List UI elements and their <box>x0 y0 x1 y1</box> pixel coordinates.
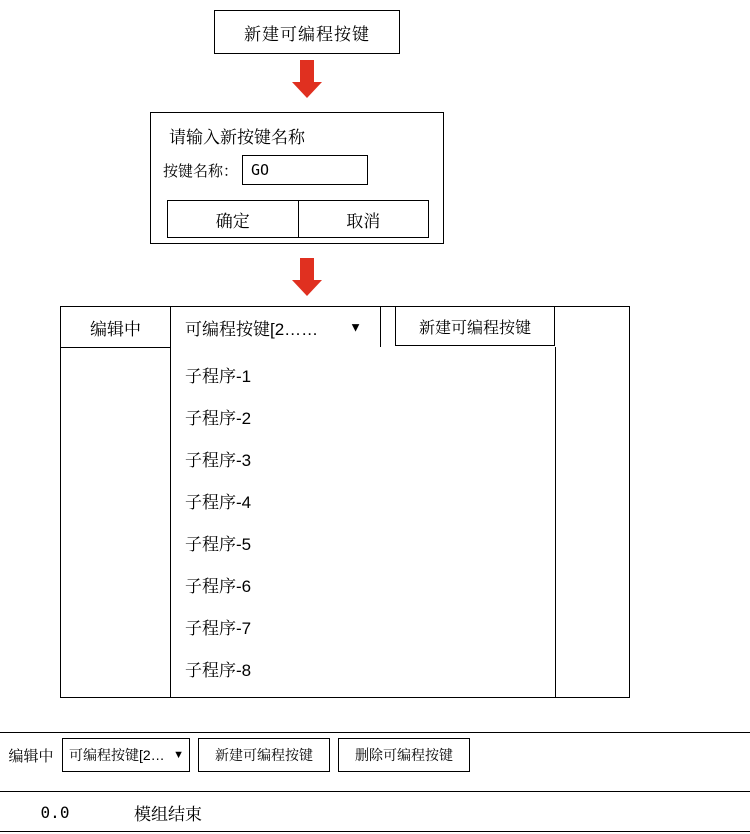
bottom-toolbar <box>0 733 470 777</box>
arrow-head <box>292 82 322 98</box>
flow-arrow-down-1 <box>292 60 322 98</box>
program-line-row[interactable] <box>0 791 750 833</box>
list-item[interactable]: 子程序-8 <box>185 660 252 680</box>
arrow-shaft <box>300 60 314 82</box>
chevron-down-icon: ▼ <box>349 319 362 335</box>
new-programmable-key-title-text: 新建可编程按键 <box>244 24 370 44</box>
program-line-number: 0.0 <box>40 802 70 822</box>
list-item[interactable]: 子程序-2 <box>185 408 252 428</box>
list-item[interactable]: 子程序-1 <box>185 366 252 386</box>
subprogram-list <box>171 347 556 697</box>
key-name-input[interactable]: GO <box>242 155 368 185</box>
confirm-button[interactable]: 确定 <box>168 201 299 237</box>
programmable-key-editor-panel <box>60 306 630 698</box>
bottom-dropdown-value: 可编程按键[2… <box>69 747 165 763</box>
programmable-key-dropdown[interactable] <box>171 307 381 347</box>
key-name-label: 按键名称： <box>163 162 239 180</box>
chevron-down-icon: ▼ <box>173 749 184 761</box>
key-name-field-row <box>163 155 368 185</box>
flow-arrow-down-2 <box>292 258 322 296</box>
bottom-delete-programmable-key-button[interactable]: 删除可编程按键 <box>338 738 470 772</box>
list-item[interactable]: 子程序-4 <box>185 492 252 512</box>
dialog-buttons <box>167 200 429 238</box>
dialog-title: 请输入新按键名称 <box>169 128 305 147</box>
dropdown-value: 可编程按键[2…… <box>185 319 319 339</box>
editing-status-label: 编辑中 <box>61 307 171 347</box>
new-programmable-key-button[interactable]: 新建可编程按键 <box>395 306 555 346</box>
editor-body <box>61 347 629 697</box>
arrow-shaft <box>300 258 314 280</box>
new-programmable-key-title-box <box>214 10 400 54</box>
program-line-text: 模组结束 <box>134 804 202 824</box>
bottom-editing-status-label: 编辑中 <box>8 747 54 765</box>
bottom-new-programmable-key-button[interactable]: 新建可编程按键 <box>198 738 330 772</box>
list-item[interactable]: 子程序-3 <box>185 450 252 470</box>
new-key-name-dialog <box>150 112 444 244</box>
cancel-button[interactable]: 取消 <box>346 211 381 231</box>
bottom-programmable-key-dropdown[interactable] <box>62 738 190 772</box>
list-item[interactable]: 子程序-7 <box>185 618 252 638</box>
bottom-toolbar-panel <box>0 732 750 832</box>
list-item[interactable]: 子程序-5 <box>185 534 252 554</box>
list-item[interactable]: 子程序-6 <box>185 576 252 596</box>
editor-left-column <box>61 347 171 697</box>
arrow-head <box>292 280 322 296</box>
editor-toolbar <box>61 307 629 347</box>
